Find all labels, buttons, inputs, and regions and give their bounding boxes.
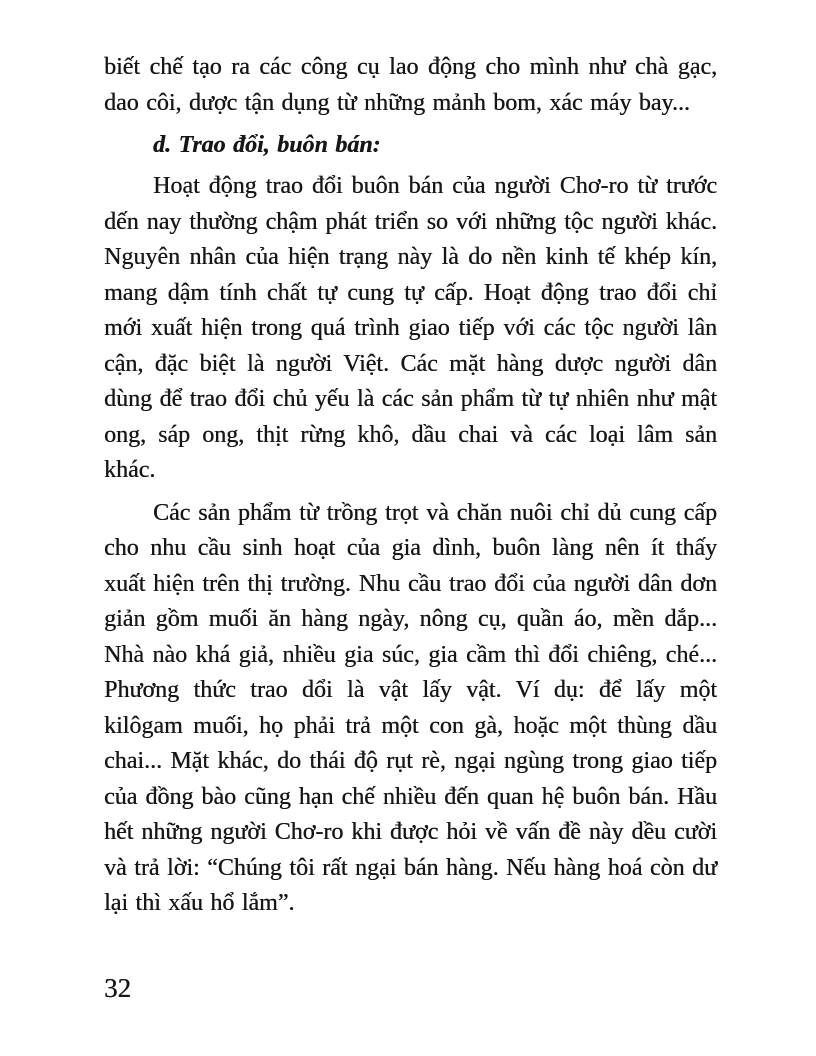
page-text-block bbox=[104, 50, 717, 922]
paragraph-exchange-products: Các sản phẩm từ trồng trọt và chăn nuôi chỉ dủ cung cấp cho nhu cầu sinh hoạt của gia dình, buôn làng nên ít thấy xuất hiện trên thị trường. Nhu cầu trao đổi của người dân dơn giản gồm muối ăn hàng ngày, nông cụ, quần áo, mền dắp... Nhà nào khá giả, nhiều gia súc, gia cầm thì đổi chiêng, ché... Phương thức trao dổi là vật lấy vật. Ví dụ: để lấy một kilôgam muối, họ phải trả một con gà, hoặc một thùng dầu chai... Mặt khác, do thái độ rụt rè, ngại ngùng trong giao tiếp của đồng bào cũng hạn chế nhiều đến quan hệ buôn bán. Hầu hết những người Chơ-ro khi được hỏi về vấn đề này dều cười và trả lời: “Chúng tôi rất ngại bán hàng. Nếu hàng hoá còn dư lại thì xấu hổ lắm”. bbox=[104, 499, 717, 916]
paragraph-continuation: biết chế tạo ra các công cụ lao động cho mình như chà gạc, dao côi, dược tận dụng từ những mảnh bom, xác máy bay... bbox=[104, 54, 717, 116]
page-number: 32 bbox=[104, 973, 131, 1003]
section-heading: d. Trao đổi, buôn bán: bbox=[153, 132, 381, 158]
paragraph-trade-activity: Hoạt động trao đổi buôn bán của người Chơ-ro từ trước dến nay thường chậm phát triển so với những tộc người khác. Nguyên nhân của hiện trạng này là do nền kinh tế khép kín, mang dậm tính chất tự cung tự cấp. Hoạt động trao đổi chỉ mới xuất hiện trong quá trình giao tiếp với các tộc người lân cận, đặc biệt là người Việt. Các mặt hàng dược người dân dùng để trao đổi chủ yếu là các sản phẩm từ tự nhiên như mật ong, sáp ong, thịt rừng khô, dầu chai và các loại lâm sản khác. bbox=[104, 173, 717, 483]
